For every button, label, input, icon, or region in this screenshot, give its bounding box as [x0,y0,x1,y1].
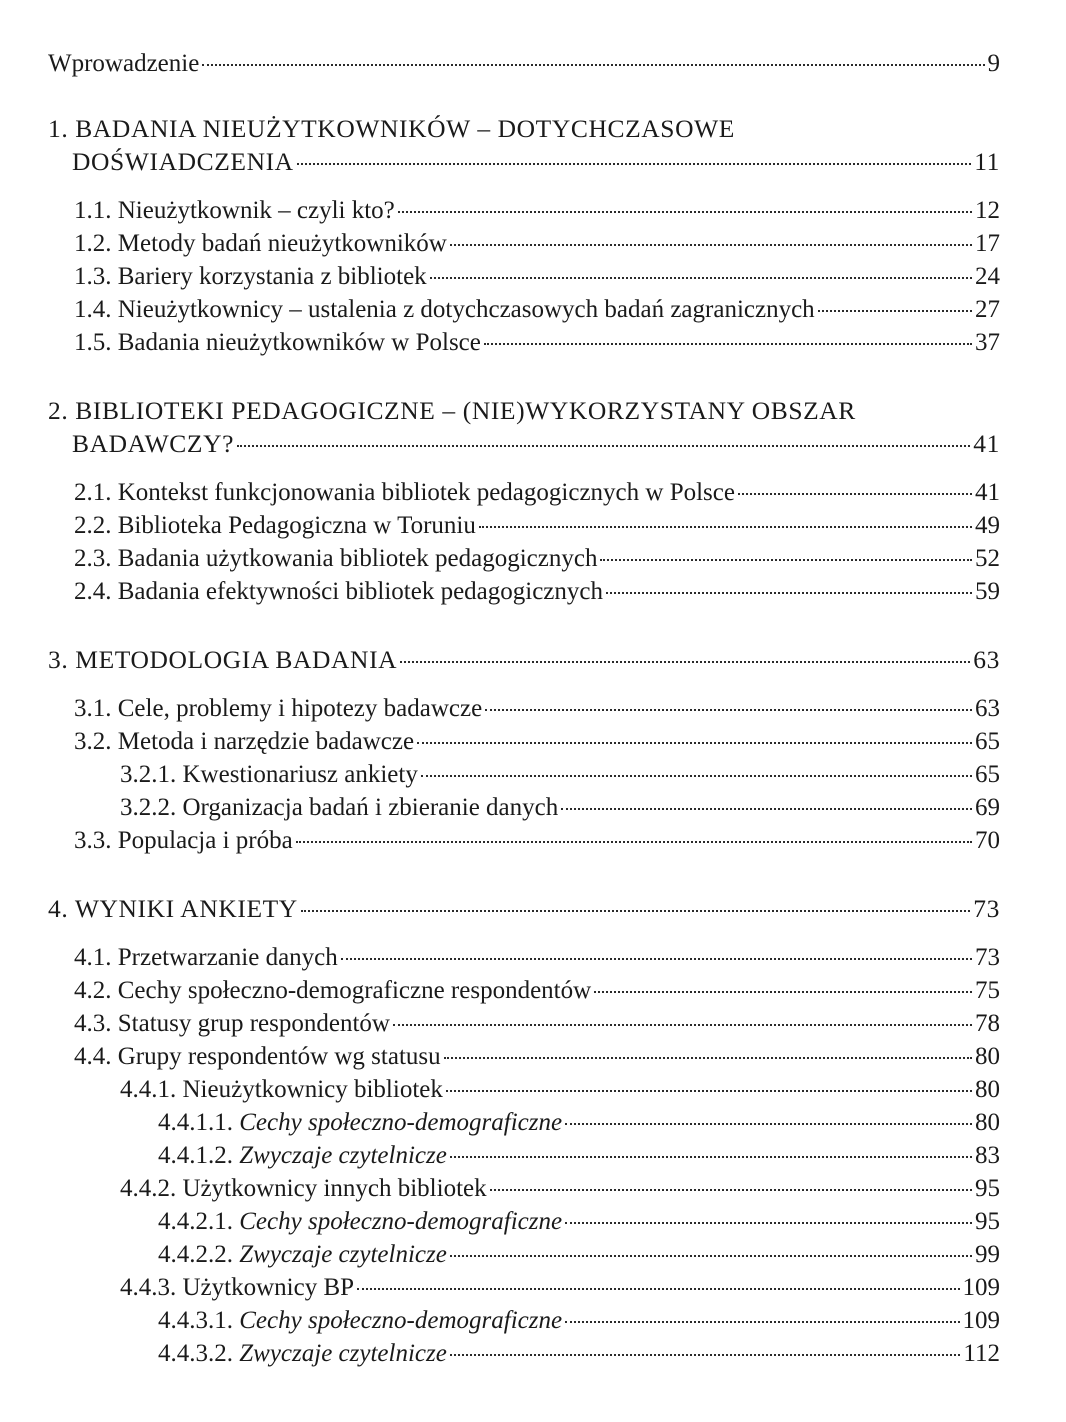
toc-entry [74,825,1000,857]
dot-leader [417,742,972,744]
dot-leader [400,661,970,663]
toc-page-number: 24 [975,263,1000,290]
toc-page-number: 109 [962,1274,1000,1301]
dot-leader [738,493,972,495]
toc-entry-title: 4.4.3. Użytkownicy BP [120,1274,355,1301]
toc-entry-number: 4.4.3.1. [158,1307,233,1334]
toc-page-number: 63 [973,645,1000,674]
dot-leader [296,841,972,843]
toc-page-number: 80 [975,1076,1000,1103]
toc-entry-title: 2.1. Kontekst funkcjonowania bibliotek pedagogicznych w Polsce [74,479,735,506]
toc-page-number: 65 [975,761,1000,788]
chapter-heading [48,644,1000,676]
toc-page-number: 59 [975,578,1000,605]
toc-entry [74,726,1000,758]
toc-page-number: 109 [962,1307,1000,1334]
toc-page-number: 83 [975,1142,1000,1169]
toc-entry-italic-title: Zwyczaje czytelnicze [239,1340,447,1367]
toc-entry [120,1173,1000,1205]
toc-entry [74,975,1000,1007]
dot-leader [357,1288,959,1290]
chapter-heading [72,146,1000,178]
toc-entry-number: 4.4.1.2. [158,1142,233,1169]
toc-entry-title: 4.4.1. Nieużytkownicy bibliotek [120,1076,443,1103]
toc-entry [74,1041,1000,1073]
chapter-heading-line: 2. BIBLIOTEKI PEDAGOGICZNE – (NIE)WYKORZYSTANY OBSZAR [48,396,856,425]
dot-leader [297,163,972,165]
toc-entry-italic-title: Cechy społeczno-demograficzne [239,1307,563,1334]
toc-entry [74,294,1000,326]
toc-entry-title [158,1107,562,1139]
toc-entry-title: 4.4. Grupy respondentów wg statusu [74,1043,441,1070]
toc-entry-title: 4.2. Cechy społeczno-demograficzne respondentów [74,977,592,1004]
toc-page-number: 69 [975,794,1000,821]
toc-entry [158,1239,1000,1271]
toc-entry [158,1140,1000,1172]
dot-leader [565,1321,959,1323]
toc-entry [74,327,1000,359]
toc-entry-italic-title: Cechy społeczno-demograficzne [239,1109,563,1136]
chapter-title: 4. WYNIKI ANKIETY [48,894,298,923]
dot-leader [430,277,972,279]
toc-page-number: 73 [973,894,1000,923]
toc-entry-italic-title: Zwyczaje czytelnicze [239,1142,447,1169]
toc-entry [158,1305,1000,1337]
toc-entry [120,1074,1000,1106]
dot-leader [485,709,972,711]
dot-leader [450,1354,961,1356]
toc-page-number: 80 [975,1043,1000,1070]
toc-page-number: 27 [975,296,1000,323]
toc-page-number: 41 [975,479,1000,506]
toc-entry [158,1338,1000,1370]
toc-page-number: 95 [975,1175,1000,1202]
toc-entry-title: 1.5. Badania nieużytkowników w Polsce [74,329,481,356]
dot-leader [818,310,972,312]
dot-leader [606,592,972,594]
toc-page-number: 11 [974,147,1000,176]
dot-leader [202,64,984,66]
toc-page-number: 9 [987,50,1000,77]
toc-entry-number: 4.4.3.2. [158,1340,233,1367]
toc-entry-number: 4.4.1.1. [158,1109,233,1136]
dot-leader [450,1156,972,1158]
toc-entry [74,195,1000,227]
toc-entry-title: 2.2. Biblioteka Pedagogiczna w Toruniu [74,512,476,539]
toc-page-number: 73 [975,944,1000,971]
toc-entry [74,477,1000,509]
toc-page-number: 80 [975,1109,1000,1136]
toc-entry-title [158,1140,447,1172]
toc-page-number: 99 [975,1241,1000,1268]
dot-leader [237,445,970,447]
chapter-heading [72,428,1000,460]
dot-leader [450,244,972,246]
dot-leader [301,910,970,912]
dot-leader [565,1222,972,1224]
toc-page-number: 12 [975,197,1000,224]
toc-entry [74,510,1000,542]
toc-entry-italic-title: Zwyczaje czytelnicze [239,1241,447,1268]
toc-entry [158,1107,1000,1139]
dot-leader [479,526,972,528]
dot-leader [490,1189,972,1191]
toc-entry [158,1206,1000,1238]
toc-entry-title: 2.3. Badania użytkowania bibliotek pedagogicznych [74,545,598,572]
toc-entry-title: 3.3. Populacja i próba [74,827,293,854]
toc-page-number: 63 [975,695,1000,722]
toc-entry-title: 4.4.2. Użytkownicy innych bibliotek [120,1175,487,1202]
toc-entry-title: 1.3. Bariery korzystania z bibliotek [74,263,427,290]
dot-leader [421,775,972,777]
toc-entry-title: 4.3. Statusy grup respondentów [74,1010,390,1037]
dot-leader [393,1024,972,1026]
toc-entry-title: Wprowadzenie [48,50,200,77]
toc-entry [74,576,1000,608]
toc-entry-number: 4.4.2.2. [158,1241,233,1268]
toc-page-number: 75 [975,977,1000,1004]
toc-page-number: 95 [975,1208,1000,1235]
chapter-heading-line: 1. BADANIA NIEUŻYTKOWNIKÓW – DOTYCHCZASOWE [48,114,735,143]
toc-page-number: 49 [975,512,1000,539]
toc-page-number: 37 [975,329,1000,356]
toc-entry [74,1008,1000,1040]
toc-page-number: 65 [975,728,1000,755]
toc-entry [120,1272,1000,1304]
toc-page-number: 70 [975,827,1000,854]
toc-page-number: 52 [975,545,1000,572]
toc-entry [74,543,1000,575]
toc-entry-title: 3.1. Cele, problemy i hipotezy badawcze [74,695,483,722]
dot-leader [561,808,972,810]
toc-entry-number: 4.4.2.1. [158,1208,233,1235]
toc-entry-title: 3.2. Metoda i narzędzie badawcze [74,728,415,755]
toc-entry-italic-title: Cechy społeczno-demograficzne [239,1208,563,1235]
toc-page-number: 112 [963,1340,1000,1367]
dot-leader [444,1057,972,1059]
toc-entry-title [158,1206,562,1238]
toc-entry [120,759,1000,791]
toc-page-number: 41 [973,429,1000,458]
toc-entry-title [158,1239,447,1271]
dot-leader [594,991,972,993]
dot-leader [398,211,972,213]
toc-entry-title [158,1338,447,1370]
toc-entry-intro [48,48,1000,80]
chapter-title: BADAWCZY? [72,429,234,458]
toc-entry-title [158,1305,562,1337]
dot-leader [341,958,972,960]
dot-leader [446,1090,972,1092]
toc-entry [120,792,1000,824]
toc-entry-title: 4.1. Przetwarzanie danych [74,944,338,971]
toc-entry-title: 1.4. Nieużytkownicy – ustalenia z dotychczasowych badań zagranicznych [74,296,815,323]
toc-entry-title: 3.2.2. Organizacja badań i zbieranie danych [120,794,559,821]
toc-entry [74,261,1000,293]
toc-entry-title: 2.4. Badania efektywności bibliotek pedagogicznych [74,578,604,605]
toc-entry [74,228,1000,260]
dot-leader [484,343,972,345]
toc-entry [74,942,1000,974]
chapter-title: DOŚWIADCZENIA [72,147,294,176]
toc-entry-title: 3.2.1. Kwestionariusz ankiety [120,761,418,788]
toc-page-number: 17 [975,230,1000,257]
toc-entry [74,693,1000,725]
dot-leader [565,1123,972,1125]
toc-entry-title: 1.1. Nieużytkownik – czyli kto? [74,197,395,224]
toc-entry-title: 1.2. Metody badań nieużytkowników [74,230,447,257]
dot-leader [450,1255,972,1257]
chapter-heading [48,893,1000,925]
dot-leader [600,559,972,561]
chapter-title: 3. METODOLOGIA BADANIA [48,645,398,674]
toc-page-number: 78 [975,1010,1000,1037]
